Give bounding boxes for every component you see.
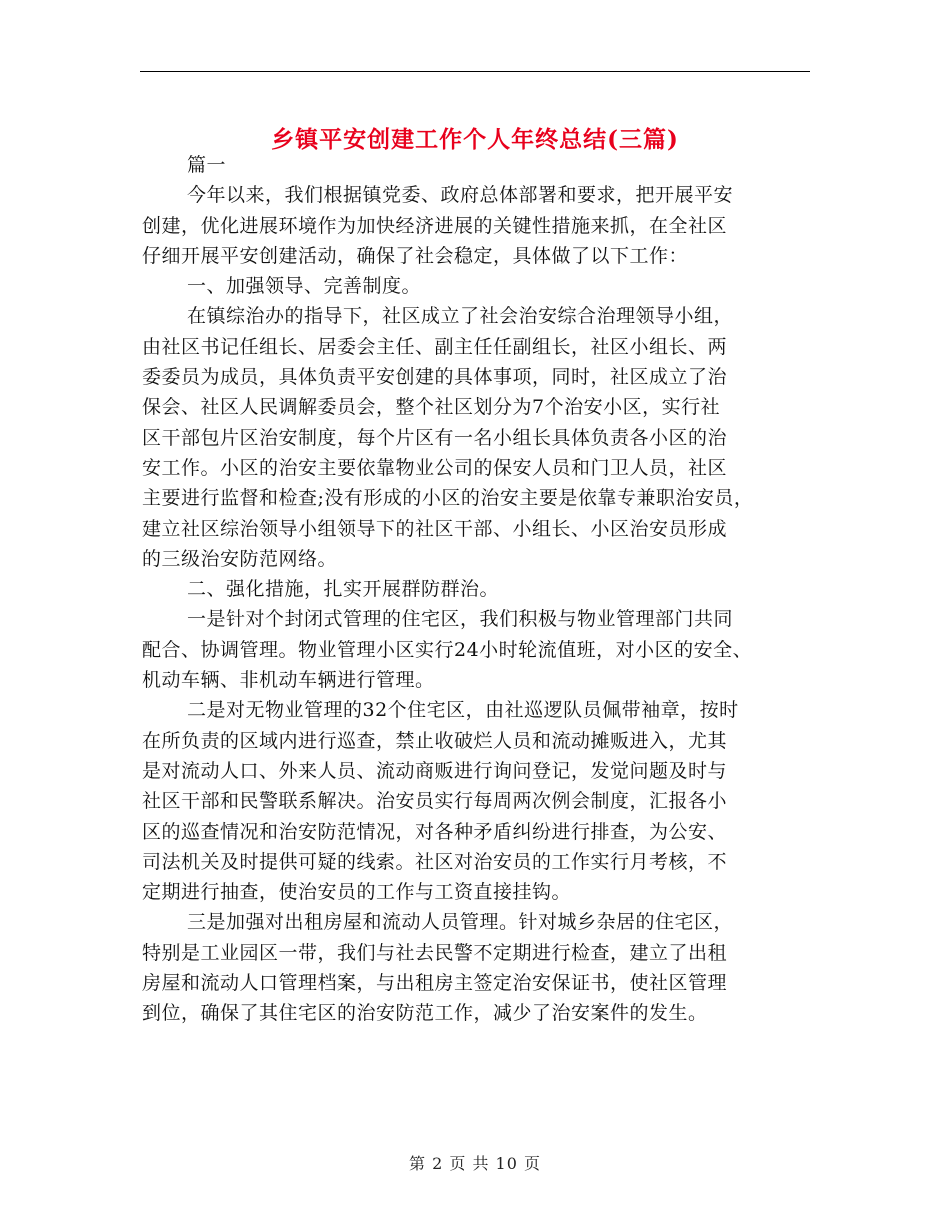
paragraph-line: 是对流动人口、外来人员、流动商贩进行询问登记，发觉问题及时与 [142,759,728,782]
paragraph-line: 到位，确保了其住宅区的治安防范工作，减少了治安案件的发生。 [142,1002,708,1025]
paragraph-line: 建立社区综治领导小组领导下的社区干部、小组长、小区治安员形成 [142,517,728,540]
paragraph [142,180,812,271]
paragraph-line: 在镇综治办的指导下，社区成立了社会治安综合治理领导小组， [187,305,734,328]
paragraph-line: 在所负责的区域内进行巡查，禁止收破烂人员和流动摊贩进入，尤其 [142,729,728,752]
paragraph-line: 一是针对个封闭式管理的住宅区，我们积极与物业管理部门共同 [187,608,734,631]
paragraph-line: 保会、社区人民调解委员会，整个社区划分为7个治安小区，实行社 [142,396,721,419]
paragraph-line: 篇一 [187,154,227,176]
paragraph-line: 主要进行监督和检查;没有形成的小区的治安主要是依靠专兼职治安员， [142,487,754,510]
paragraph-line: 三是加强对出租房屋和流动人员管理。针对城乡杂居的住宅区， [187,911,734,934]
paragraph-line: 定期进行抽查，使治安员的工作与工资直接挂钩。 [142,881,572,904]
header-rule [140,71,810,72]
paragraph-line: 的三级治安防范网络。 [142,547,338,570]
paragraph-line: 司法机关及时提供可疑的线索。社区对治安员的工作实行月考核，不 [142,850,728,873]
page-number: 第 2 页 共 10 页 [409,1154,541,1173]
paragraph-line: 创建，优化进展环境作为加快经济进展的关键性措施来抓，在全社区 [142,214,728,237]
paragraph-line: 委委员为成员，具体负责平安创建的具体事项，同时，社区成立了治 [142,366,728,389]
paragraph-line: 特别是工业园区一带，我们与社去民警不定期进行检查，建立了出租 [142,941,728,964]
paragraph-line: 社区干部和民警联系解决。治安员实行每周两次例会制度，汇报各小 [142,790,728,813]
paragraph-line: 区干部包片区治安制度，每个片区有一名小组长具体负责各小区的治 [142,426,728,449]
paragraph [142,574,812,604]
paragraph [142,695,812,907]
document-title: 乡镇平安创建工作个人年终总结(三篇) [271,126,679,154]
paragraph-line: 二、强化措施，扎实开展群防群治。 [187,578,500,601]
paragraph-line: 由社区书记任组长、居委会主任、副主任任副组长，社区小组长、两 [142,335,728,358]
paragraph-line: 配合、协调管理。物业管理小区实行24小时轮流值班，对小区的安全、 [142,638,753,661]
paragraph-line: 房屋和流动人口管理档案，与出租房主签定治安保证书，使社区管理 [142,972,728,995]
paragraph-line: 一、加强领导、完善制度。 [187,275,422,298]
paragraph-line: 机动车辆、非机动车辆进行管理。 [142,669,435,692]
paragraph-line: 今年以来，我们根据镇党委、政府总体部署和要求，把开展平安 [187,184,734,207]
paragraph [142,604,812,695]
paragraph [142,301,812,574]
paragraph [142,907,812,1028]
paragraph [142,150,812,180]
document-body [142,150,812,1029]
paragraph-line: 二是对无物业管理的32个住宅区，由社巡逻队员佩带袖章，按时 [187,699,739,722]
paragraph-line: 区的巡查情况和治安防范情况，对各种矛盾纠纷进行排查，为公安、 [142,820,728,843]
paragraph-line: 安工作。小区的治安主要依靠物业公司的保安人员和门卫人员，社区 [142,456,728,479]
paragraph-line: 仔细开展平安创建活动，确保了社会稳定，具体做了以下工作： [142,244,689,267]
paragraph [142,271,812,301]
